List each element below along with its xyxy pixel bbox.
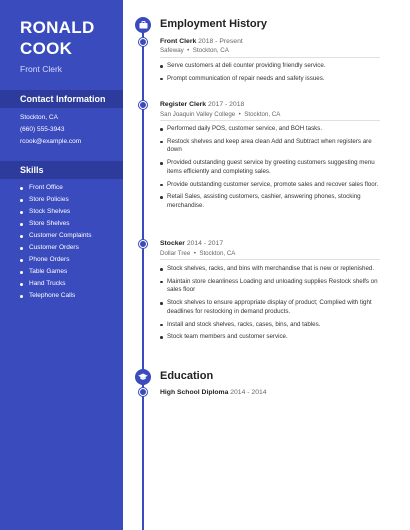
job-header bbox=[160, 38, 243, 45]
skill-item: Stock Shelves bbox=[20, 206, 92, 218]
job-role: Register Clerk bbox=[160, 101, 207, 108]
timeline-dot bbox=[139, 38, 147, 46]
bullet-item: Provided outstanding guest service by greeting customers suggesting menu items efficiently and completing sales. bbox=[160, 159, 380, 176]
contact-heading: Contact Information bbox=[0, 90, 123, 108]
job-dates: 2018 - Present bbox=[198, 38, 243, 45]
job-dates: 2017 - 2018 bbox=[207, 101, 245, 108]
divider bbox=[160, 120, 380, 121]
education-dates: 2014 - 2014 bbox=[230, 389, 267, 396]
education-heading: Education bbox=[160, 370, 214, 382]
contact-location: Stockton, CA bbox=[20, 114, 58, 121]
bullet-item: Provide outstanding customer service, promote sales and recover sales floor. bbox=[160, 181, 380, 190]
skill-item: Customer Orders bbox=[20, 242, 92, 254]
skill-item: Store Shelves bbox=[20, 218, 92, 230]
contact-phone: (660) 555-3943 bbox=[20, 126, 65, 133]
bullet-item: Serve customers at deli counter providing friendly service. bbox=[160, 62, 380, 71]
bullet-item: Stock team members and customer service. bbox=[160, 333, 380, 342]
bullet-item: Install and stock shelves, racks, cases, bins, and tables. bbox=[160, 321, 380, 330]
first-name: RONALD bbox=[20, 18, 95, 37]
job-bullets bbox=[160, 125, 380, 211]
skill-item: Telephone Calls bbox=[20, 290, 92, 302]
job-bullets bbox=[160, 62, 380, 83]
bullet-item: Restock shelves and keep area clean Add and Subtract when registers are down bbox=[160, 138, 380, 155]
job-role: Stocker bbox=[160, 240, 185, 247]
employment-heading: Employment History bbox=[160, 18, 267, 30]
skill-item: Front Office bbox=[20, 182, 92, 194]
bullet-item: Performed daily POS, customer service, and BOH tasks. bbox=[160, 125, 380, 134]
timeline-dot bbox=[139, 101, 147, 109]
sidebar bbox=[0, 0, 123, 530]
candidate-name bbox=[20, 17, 95, 59]
timeline-line bbox=[142, 20, 144, 530]
timeline-dot bbox=[139, 240, 147, 248]
divider bbox=[160, 259, 380, 260]
bullet-item: Maintain store cleanliness Loading and unloading supplies Restock shelfs on sales floor bbox=[160, 278, 380, 295]
job-role: Front Clerk bbox=[160, 38, 197, 45]
job-location: Stockton, CA bbox=[244, 111, 281, 118]
bullet-item: Stock shelves, racks, and bins with merchandise that is new or replenished. bbox=[160, 265, 380, 274]
divider bbox=[160, 57, 380, 58]
bullet-item: Stock shelves to ensure appropriate display of product; Complied with tight deadlines for restocking in demand products. bbox=[160, 299, 380, 316]
skill-item: Table Games bbox=[20, 266, 92, 278]
skill-item: Store Policies bbox=[20, 194, 92, 206]
skills-heading: Skills bbox=[0, 161, 123, 179]
job-dates: 2014 - 2017 bbox=[186, 240, 224, 247]
briefcase-icon bbox=[135, 17, 151, 33]
job-company-line: Dollar Tree • Stockton, CA bbox=[160, 250, 236, 257]
job-header bbox=[160, 101, 244, 108]
skills-list bbox=[20, 182, 92, 302]
job-company: Safeway bbox=[160, 47, 184, 54]
bullet-item: Retail Sales, assisting customers, cashier, answering phones, stocking merchandise. bbox=[160, 193, 380, 210]
job-header bbox=[160, 240, 223, 247]
skill-item: Hand Trucks bbox=[20, 278, 92, 290]
job-location: Stockton, CA bbox=[199, 250, 236, 257]
job-title: Front Clerk bbox=[20, 64, 63, 74]
bullet-item: Prompt communication of repair needs and safety issues. bbox=[160, 75, 380, 84]
job-company-line: San Joaquin Valley College • Stockton, CA bbox=[160, 111, 281, 118]
skill-item: Phone Orders bbox=[20, 254, 92, 266]
job-bullets bbox=[160, 265, 380, 342]
education-entry bbox=[160, 389, 267, 396]
job-company: Dollar Tree bbox=[160, 250, 191, 257]
skill-item: Customer Complaints bbox=[20, 230, 92, 242]
job-company: San Joaquin Valley College bbox=[160, 111, 236, 118]
job-company-line: Safeway • Stockton, CA bbox=[160, 47, 229, 54]
last-name: COOK bbox=[20, 39, 73, 58]
contact-email[interactable]: rcook@example.com bbox=[20, 138, 82, 145]
timeline-dot bbox=[139, 388, 147, 396]
graduation-cap-icon bbox=[135, 369, 151, 385]
contact-info bbox=[20, 112, 81, 148]
job-location: Stockton, CA bbox=[192, 47, 229, 54]
degree: High School Diploma bbox=[160, 389, 229, 396]
